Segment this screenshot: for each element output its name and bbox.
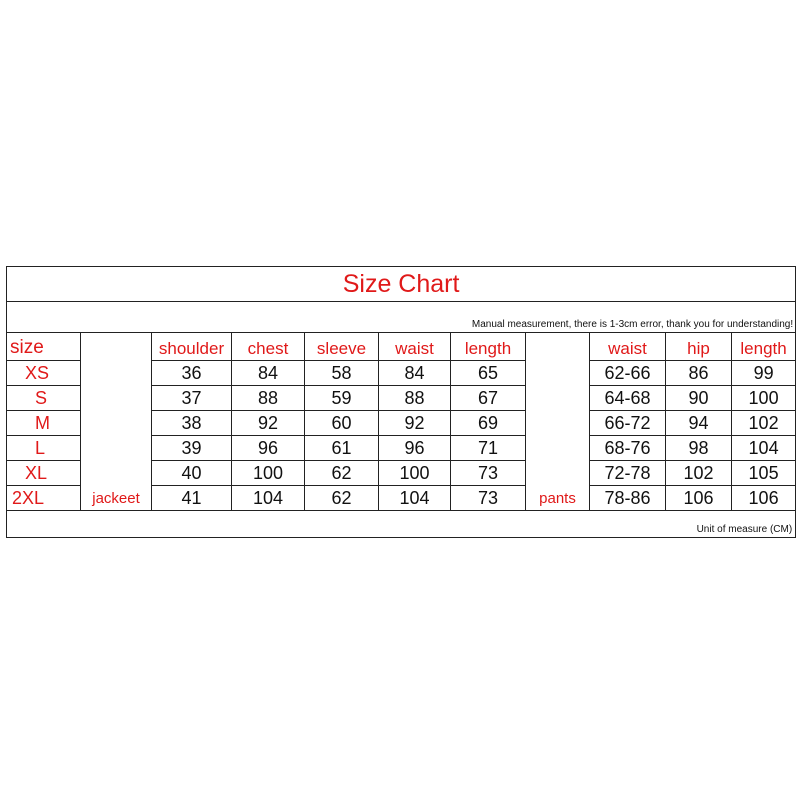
shoulder-value: 38 (152, 411, 232, 436)
jacket-waist-value: 100 (379, 461, 451, 486)
header-row (7, 333, 796, 361)
chest-value: 84 (232, 361, 305, 386)
hip-value: 106 (666, 486, 732, 511)
pants-length-value: 100 (732, 386, 796, 411)
pants-waist-value: 78-86 (590, 486, 666, 511)
pants-length-value: 105 (732, 461, 796, 486)
jacket-length-value: 73 (451, 486, 526, 511)
header-size: size (7, 333, 81, 361)
jacket-category-label: jackeet (81, 333, 152, 511)
sleeve-value: 59 (305, 386, 379, 411)
chest-value: 92 (232, 411, 305, 436)
shoulder-value: 41 (152, 486, 232, 511)
jacket-length-value: 69 (451, 411, 526, 436)
pants-length-value: 106 (732, 486, 796, 511)
header-chest: chest (232, 333, 305, 361)
chart-title: Size Chart (7, 267, 796, 302)
sleeve-value: 62 (305, 461, 379, 486)
size-label: XL (7, 461, 81, 486)
jacket-length-value: 67 (451, 386, 526, 411)
sleeve-value: 62 (305, 486, 379, 511)
shoulder-value: 37 (152, 386, 232, 411)
header-pants-waist: waist (590, 333, 666, 361)
size-label: 2XL (7, 486, 81, 511)
note-row (7, 302, 796, 333)
hip-value: 98 (666, 436, 732, 461)
header-hip: hip (666, 333, 732, 361)
hip-value: 102 (666, 461, 732, 486)
unit-of-measure: Unit of measure (CM) (7, 511, 796, 538)
hip-value: 90 (666, 386, 732, 411)
jacket-waist-value: 84 (379, 361, 451, 386)
pants-category-label: pants (526, 333, 590, 511)
sleeve-value: 61 (305, 436, 379, 461)
header-sleeve: sleeve (305, 333, 379, 361)
size-label: L (7, 436, 81, 461)
chest-value: 96 (232, 436, 305, 461)
chest-value: 104 (232, 486, 305, 511)
jacket-length-value: 73 (451, 461, 526, 486)
pants-length-value: 99 (732, 361, 796, 386)
measurement-note: Manual measurement, there is 1-3cm error, thank you for understanding! (7, 302, 796, 333)
header-jacket-waist: waist (379, 333, 451, 361)
size-label: S (7, 386, 81, 411)
unit-row (7, 511, 796, 538)
pants-length-value: 102 (732, 411, 796, 436)
shoulder-value: 36 (152, 361, 232, 386)
jacket-waist-value: 88 (379, 386, 451, 411)
header-jacket-length: length (451, 333, 526, 361)
shoulder-value: 39 (152, 436, 232, 461)
jacket-waist-value: 104 (379, 486, 451, 511)
title-row (7, 267, 796, 302)
size-label: XS (7, 361, 81, 386)
pants-waist-value: 62-66 (590, 361, 666, 386)
jacket-waist-value: 96 (379, 436, 451, 461)
sleeve-value: 60 (305, 411, 379, 436)
shoulder-value: 40 (152, 461, 232, 486)
jacket-waist-value: 92 (379, 411, 451, 436)
sleeve-value: 58 (305, 361, 379, 386)
hip-value: 94 (666, 411, 732, 436)
size-chart-table (6, 266, 796, 538)
chest-value: 100 (232, 461, 305, 486)
hip-value: 86 (666, 361, 732, 386)
pants-waist-value: 64-68 (590, 386, 666, 411)
pants-length-value: 104 (732, 436, 796, 461)
size-label: M (7, 411, 81, 436)
jacket-length-value: 65 (451, 361, 526, 386)
pants-waist-value: 72-78 (590, 461, 666, 486)
header-pants-length: length (732, 333, 796, 361)
header-shoulder: shoulder (152, 333, 232, 361)
jacket-length-value: 71 (451, 436, 526, 461)
pants-waist-value: 66-72 (590, 411, 666, 436)
pants-waist-value: 68-76 (590, 436, 666, 461)
chest-value: 88 (232, 386, 305, 411)
